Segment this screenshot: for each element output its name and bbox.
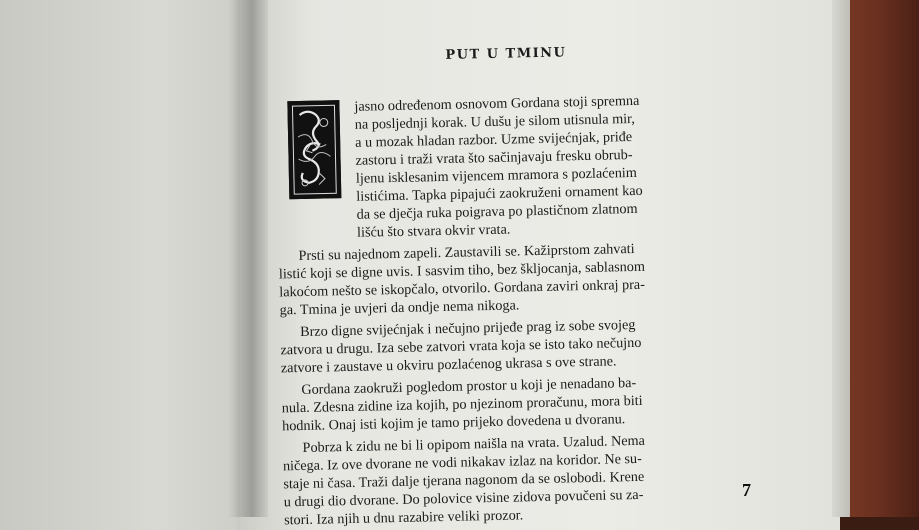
text-line: da se dječja ruka poigrava po plastičnom zlatnom: [356, 200, 638, 223]
text-line: listić koji se digne uvis. I sasvim tiho, bez škljocanja, sablasnom: [278, 258, 646, 283]
text-line: stori. Iza njih u dnu razabire veliki prozor.: [283, 507, 524, 529]
book-spine-shadow: [228, 0, 268, 517]
ornamental-initial-icon: [287, 100, 341, 199]
text-line: staje ni časa. Traži dalje tjerana nagonom da se oslobodi. Krene: [283, 468, 645, 493]
text-line: zatvora u drugu. Iza sebe zatvori vrata koja se isto tako nečujno: [280, 334, 642, 359]
text-line: hodnik. Onaj isti kojim je tamo prijeko dovedena u dvoranu.: [281, 411, 626, 435]
text-line: u drugi dio dvorane. Do polovice visine zidova povučeni su za-: [283, 486, 644, 511]
text-line: ljenu isklesanim vijencem mramora s pozlaćenim: [355, 164, 637, 187]
running-title: PUT U TMINU: [445, 45, 567, 63]
text-line: zastoru i traži vrata što sačinjavaju fresku obrub-: [355, 147, 633, 169]
left-page: [0, 0, 260, 530]
text-line: Pobrza k zidu ne bi li opipom naišla na vrata. Uzalud. Nema: [302, 432, 646, 456]
page-stack-edge: [832, 0, 850, 517]
text-line: Brzo digne svijećnjak i nečujno prijeđe prag iz sobe svojeg: [300, 316, 636, 341]
text-line: lišću što stvara okvir vrata.: [356, 221, 511, 241]
text-line: listićima. Tapka pipajući zaokruženi ornament kao: [356, 182, 643, 205]
text-line: na posljednji korak. U dušu je silom utisnula mir,: [354, 110, 635, 133]
text-line: nula. Zdesna zidine iza kojih, po njezinom proračunu, mora biti: [281, 392, 643, 417]
text-line: Prsti su najednom zapeli. Zaustavili se. Kažiprstom zahvati: [298, 240, 635, 265]
text-line: Gordana zaokruži pogledom prostor u koji je nenadano ba-: [301, 374, 637, 398]
text-line: zatvore i zaustave u okviru pozlaćenog ukrasa s ove strane.: [280, 353, 617, 377]
text-line: ničega. Iz ove dvorane ne vodi nikakav izlaz na koridor. Ne su-: [282, 450, 642, 475]
page-number: 7: [742, 480, 751, 500]
text-line: ga. Tmina je uvjeri da ondje nema nikoga.: [279, 297, 520, 319]
text-line: a u mozak hladan razbor. Uzme svijećnjak, priđe: [355, 129, 633, 151]
text-line: jasno određenom osnovom Gordana stoji spremna: [354, 92, 640, 115]
text-line: lakoćom nešto se iskopčalo, otvorilo. Gordana zaviri onkraj pra-: [279, 276, 646, 301]
